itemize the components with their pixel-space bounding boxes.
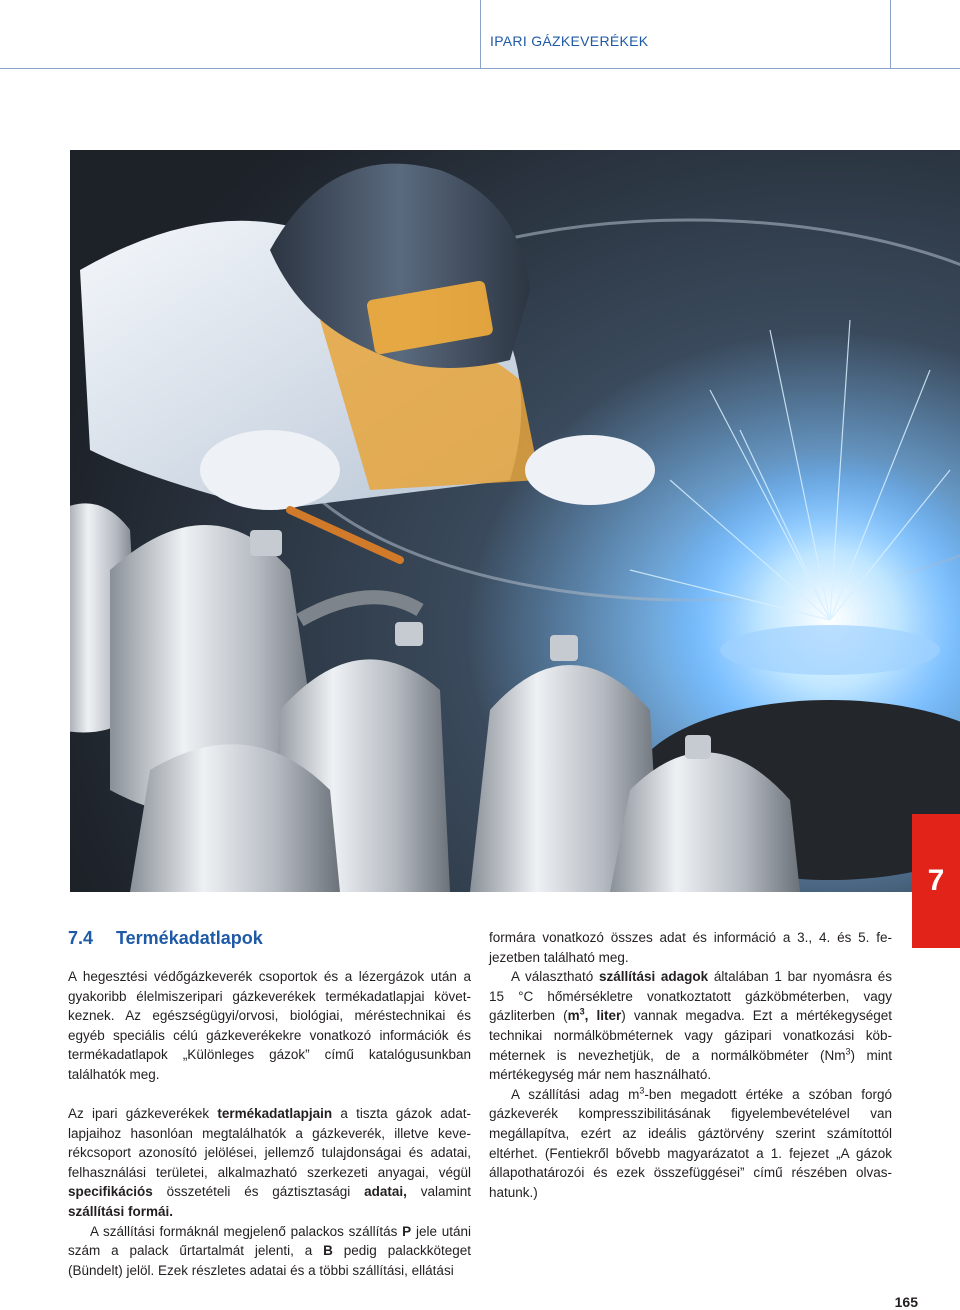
page-number: 165 <box>894 1294 918 1310</box>
intro-paragraph: A hegesztési védőgázkeverék csoportok és a lézergázok után a gyakoribb élelmiszeripari gázkeverékek termékadatlapjai következnek. Az egészségügyi/orvosi, biológiai, méréstechnikai és egyéb speciális célú gázkeverékekre vonatkozó információk és termékadatlapok „Különleges gázok” című katalógusunkban találhatók meg. <box>68 969 471 1082</box>
running-header-title: IPARI GÁZKEVERÉKEK <box>490 33 649 49</box>
photo-illustration <box>70 150 960 892</box>
compressibility-paragraph: A szállítási adag $m^3$-ben megadott értéke a szóban forgó gázkeverék kompresszibilitásának figyelembevételével van megállapítva, ezért az ideális gáztörvény szerint számítottól eltérhet. (Fentiekről bővebb magyarázatot a 1. fejezet „A gázok állapothatározói és ezek összefüggései” című részében olvashatunk.) <box>489 1085 892 1200</box>
delivery-quantity-paragraph: A választható szállítási adagok általában 1 bar nyomásra és 15 °C hőmérsékletre vonatkoztatott gázköbméterben, vagy gázliterben ($m^3$, liter) vannak megadva. Ezt a mértékegységet technikai normálköbméternek vagy gázipari vonatkozási köbméternek is nevezhetjük, de a normálköbméter (Nm$^3$) mint mértékegység már nem használható. <box>489 969 892 1083</box>
datasheet-paragraph: Az ipari gázkeverékek termékadatlapjain a tiszta gázok adatlapjaihoz hasonlóan megtalálhatók a gázkeverék, illetve keverékcsoport azonosító jelölései, jellemző tulajdonságai és adatai, felhasználási területei, alkalmazható szerkezeti anyagai, végül specifikációs összetételi és gáztisztasági adatai, valamint szállítási formái. <box>68 1106 471 1219</box>
continuation-paragraph: formára vonatkozó összes adat és információ a 3., 4. és 5. fejezetben található meg. <box>489 930 892 965</box>
chapter-number: 7 <box>927 864 945 897</box>
right-column <box>489 928 892 1202</box>
header-divider-left <box>480 0 481 68</box>
header-rule <box>0 68 960 69</box>
left-column-intro <box>68 967 471 1085</box>
delivery-form-paragraph: A szállítási formáknál megjelenő palackos szállítás P jele utáni szám a palack űrtartalmát jelenti, a B pedig palackköteget (Bündelt) jelöl. Ezek részletes adatai és a többi szállítási, ellátási <box>68 1223 471 1278</box>
header-divider-right <box>890 0 891 68</box>
chapter-tab <box>912 814 960 948</box>
welding-photo <box>70 150 960 892</box>
section-heading <box>68 928 263 949</box>
left-column-body <box>68 1104 471 1280</box>
section-title: Termékadatlapok <box>116 928 263 948</box>
section-number: 7.4 <box>68 928 94 948</box>
